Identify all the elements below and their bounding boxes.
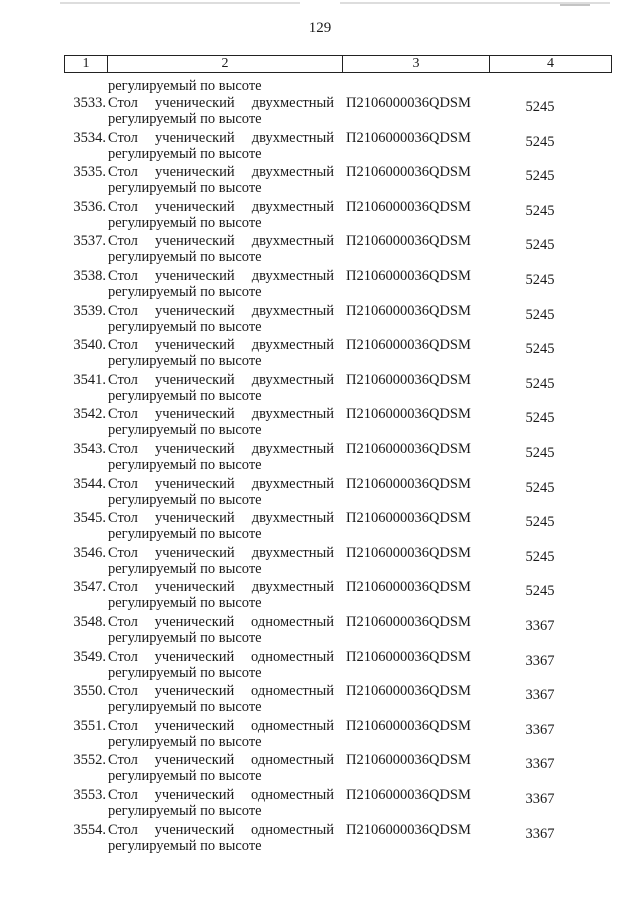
scan-top-marks [0, 0, 640, 12]
row-code: П2106000036QDSM [346, 544, 471, 561]
row-description-line1: Стол ученический одноместный [108, 648, 334, 665]
table-row [0, 303, 640, 337]
row-number: 3543. [73, 441, 106, 457]
table-row [0, 372, 640, 406]
row-price: 5245 [525, 514, 555, 531]
row-code: П2106000036QDSM [346, 475, 471, 492]
row-description-line2: регулируемый по высоте [108, 595, 262, 612]
row-number: 3537. [73, 233, 106, 250]
row-description-line1: Стол ученический двухместный [108, 579, 334, 596]
row-description-line2: регулируемый по высоте [108, 422, 262, 439]
row-code: П2106000036QDSM [346, 95, 471, 111]
row-description-line2: регулируемый по высоте [108, 699, 262, 716]
table-row [0, 787, 640, 821]
row-description-line2: регулируемый по высоте [108, 803, 262, 819]
table-row [0, 718, 640, 752]
row-description-line2: регулируемый по высоте [108, 284, 262, 300]
row-price: 5245 [525, 548, 555, 565]
row-description-line2: регулируемый по высоте [108, 457, 262, 473]
row-description-line2: регулируемый по высоте [108, 145, 262, 162]
row-description-line1: Стол ученический одноместный [108, 683, 334, 700]
row-number: 3534. [73, 129, 106, 146]
header-col-3: 3 [343, 56, 490, 72]
row-price: 5245 [525, 168, 555, 185]
row-description-line1: Стол ученический одноместный [108, 821, 334, 838]
table-row [0, 406, 640, 440]
row-code: П2106000036QDSM [346, 233, 471, 250]
row-description-line2: регулируемый по высоте [108, 768, 262, 785]
table-row [0, 441, 640, 475]
row-price: 3367 [525, 756, 555, 773]
row-code: П2106000036QDSM [346, 302, 471, 319]
row-description-line1: Стол ученический двухместный [108, 406, 334, 423]
row-description-line2: регулируемый по высоте [108, 249, 262, 266]
row-description-line1: Стол ученический одноместный [108, 614, 334, 630]
row-price: 5245 [525, 375, 555, 392]
header-col-2: 2 [108, 56, 343, 72]
row-code: П2106000036QDSM [346, 648, 471, 665]
row-number: 3554. [73, 821, 106, 838]
row-description-line2: регулируемый по высоте [108, 111, 262, 127]
table-row [0, 752, 640, 786]
row-description-line1: Стол ученический одноместный [108, 717, 334, 734]
continued-description: регулируемый по высоте [108, 78, 262, 94]
row-number: 3553. [73, 787, 106, 803]
row-description-line2: регулируемый по высоте [108, 664, 262, 681]
table-row [0, 476, 640, 510]
row-number: 3549. [73, 648, 106, 665]
row-code: П2106000036QDSM [346, 406, 471, 423]
row-description-line2: регулируемый по высоте [108, 526, 262, 543]
row-description-line1: Стол ученический двухместный [108, 510, 334, 527]
row-description-line2: регулируемый по высоте [108, 353, 262, 370]
row-code: П2106000036QDSM [346, 752, 471, 769]
row-code: П2106000036QDSM [346, 164, 471, 181]
row-price: 5245 [525, 341, 555, 358]
row-description-line2: регулируемый по высоте [108, 214, 262, 231]
row-price: 5245 [525, 99, 555, 115]
row-code: П2106000036QDSM [346, 614, 471, 630]
row-price: 3367 [525, 618, 555, 634]
row-number: 3544. [73, 475, 106, 492]
row-number: 3551. [73, 717, 106, 734]
row-number: 3540. [73, 337, 106, 354]
table-row [0, 199, 640, 233]
page-number: 129 [308, 20, 332, 36]
row-description-line1: Стол ученический двухместный [108, 95, 334, 111]
row-price: 5245 [525, 479, 555, 496]
row-description-line1: Стол ученический двухместный [108, 441, 334, 457]
row-number: 3538. [73, 268, 106, 284]
row-price: 5245 [525, 583, 555, 600]
row-price: 3367 [525, 825, 555, 842]
row-price: 3367 [525, 687, 555, 704]
row-number: 3550. [73, 683, 106, 700]
table-row [0, 130, 640, 164]
row-description-line1: Стол ученический одноместный [108, 787, 334, 803]
row-description-line1: Стол ученический двухместный [108, 475, 334, 492]
row-code: П2106000036QDSM [346, 337, 471, 354]
row-description-line1: Стол ученический двухместный [108, 233, 334, 250]
row-description-line1: Стол ученический двухместный [108, 371, 334, 388]
row-price: 5245 [525, 237, 555, 254]
table-row [0, 683, 640, 717]
table-row [0, 614, 640, 648]
row-number: 3548. [73, 614, 106, 630]
row-number: 3545. [73, 510, 106, 527]
row-description-line2: регулируемый по высоте [108, 733, 262, 750]
row-code: П2106000036QDSM [346, 510, 471, 527]
row-code: П2106000036QDSM [346, 821, 471, 838]
row-code: П2106000036QDSM [346, 579, 471, 596]
row-description-line1: Стол ученический одноместный [108, 752, 334, 769]
row-number: 3546. [73, 544, 106, 561]
row-number: 3533. [73, 95, 106, 111]
row-description-line1: Стол ученический двухместный [108, 164, 334, 181]
table-header [64, 55, 612, 73]
row-code: П2106000036QDSM [346, 683, 471, 700]
row-price: 5245 [525, 272, 555, 288]
row-price: 3367 [525, 652, 555, 669]
row-description-line1: Стол ученический двухместный [108, 544, 334, 561]
row-code: П2106000036QDSM [346, 717, 471, 734]
row-code: П2106000036QDSM [346, 371, 471, 388]
row-description-line2: регулируемый по высоте [108, 318, 262, 335]
header-col-1: 1 [65, 56, 108, 72]
row-description-line2: регулируемый по высоте [108, 837, 262, 854]
row-price: 5245 [525, 133, 555, 150]
row-number: 3536. [73, 198, 106, 215]
row-price: 5245 [525, 445, 555, 461]
row-description-line2: регулируемый по высоте [108, 180, 262, 197]
row-number: 3547. [73, 579, 106, 596]
row-code: П2106000036QDSM [346, 441, 471, 457]
table-row [0, 579, 640, 613]
row-price: 5245 [525, 410, 555, 427]
row-description-line2: регулируемый по высоте [108, 387, 262, 404]
table-row [0, 233, 640, 267]
table-row [0, 95, 640, 129]
row-price: 5245 [525, 306, 555, 323]
row-code: П2106000036QDSM [346, 787, 471, 803]
table-row [0, 164, 640, 198]
row-price: 5245 [525, 202, 555, 219]
table-row [0, 822, 640, 856]
table-row [0, 337, 640, 371]
row-number: 3542. [73, 406, 106, 423]
row-number: 3539. [73, 302, 106, 319]
header-col-4: 4 [547, 56, 554, 71]
row-description-line2: регулируемый по высоте [108, 560, 262, 577]
row-description-line2: регулируемый по высоте [108, 630, 262, 646]
row-number: 3541. [73, 371, 106, 388]
row-description-line1: Стол ученический двухместный [108, 268, 334, 284]
row-code: П2106000036QDSM [346, 268, 471, 284]
row-description-line1: Стол ученический двухместный [108, 302, 334, 319]
row-price: 3367 [525, 791, 555, 807]
table-row [0, 545, 640, 579]
row-description-line1: Стол ученический двухместный [108, 337, 334, 354]
row-number: 3535. [73, 164, 106, 181]
table-row [0, 510, 640, 544]
row-price: 3367 [525, 721, 555, 738]
row-number: 3552. [73, 752, 106, 769]
row-description-line1: Стол ученический двухместный [108, 198, 334, 215]
row-description-line1: Стол ученический двухместный [108, 129, 334, 146]
row-description-line2: регулируемый по высоте [108, 491, 262, 508]
table-row [0, 649, 640, 683]
row-code: П2106000036QDSM [346, 129, 471, 146]
row-code: П2106000036QDSM [346, 198, 471, 215]
table-row [0, 268, 640, 302]
